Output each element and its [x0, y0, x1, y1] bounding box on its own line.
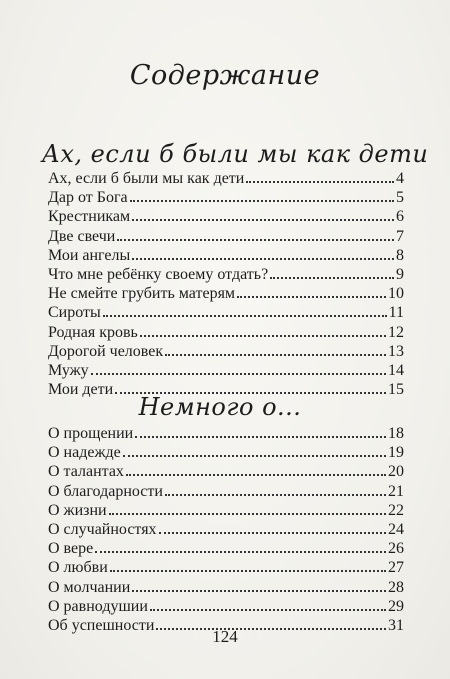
entry-page-number: 22 — [388, 501, 404, 519]
toc-entry[interactable] — [48, 558, 404, 577]
dot-leader — [270, 277, 394, 279]
entry-title: Ах, если б были мы как дети — [48, 170, 245, 187]
dot-leader — [150, 609, 386, 611]
entry-title: Дорогой человек — [48, 342, 164, 360]
dot-leader — [123, 455, 386, 457]
toc-list — [48, 424, 404, 635]
entry-page-number: 6 — [396, 208, 404, 226]
entry-title: О жизни — [48, 501, 107, 519]
dot-leader — [237, 296, 386, 298]
dot-leader — [135, 436, 386, 438]
toc-entry[interactable] — [48, 443, 404, 462]
dot-leader — [103, 315, 387, 317]
toc-entry[interactable] — [48, 265, 404, 284]
entry-page-number: 18 — [388, 425, 404, 442]
toc-entry[interactable] — [48, 578, 404, 597]
toc-entry[interactable] — [48, 169, 404, 188]
entry-title: Не смейте грубить матерям — [48, 285, 236, 303]
entry-title: О прощении — [48, 425, 134, 442]
entry-title: Мои ангелы — [48, 246, 131, 264]
entry-page-number: 5 — [396, 189, 404, 207]
dot-leader — [140, 335, 386, 337]
toc-entry[interactable] — [48, 361, 404, 380]
entry-page-number: 9 — [396, 265, 404, 283]
toc-entry[interactable] — [48, 597, 404, 616]
entry-page-number: 15 — [388, 381, 404, 399]
entry-title: О любви — [48, 559, 108, 577]
entry-title: О случайностях — [48, 520, 157, 538]
entry-page-number: 14 — [388, 361, 404, 379]
dot-leader — [117, 239, 394, 241]
toc-entry[interactable] — [48, 520, 404, 539]
page-number: 124 — [212, 627, 238, 646]
dot-leader — [95, 551, 386, 553]
dot-leader — [159, 532, 386, 534]
entry-title: Мужу — [48, 361, 89, 379]
toc-entry[interactable] — [48, 424, 404, 443]
entry-title: О благодарности — [48, 482, 163, 500]
dot-leader — [132, 219, 394, 221]
entry-title: О равнодушии — [48, 597, 148, 615]
dot-leader — [91, 373, 386, 375]
entry-page-number: 20 — [388, 463, 404, 481]
entry-title: Мои дети — [48, 381, 114, 399]
section-title: Ах, если б были мы как дети — [41, 140, 429, 168]
toc-entry[interactable] — [48, 501, 404, 520]
entry-title: Дар от Бога — [48, 189, 128, 207]
entry-page-number: 13 — [388, 342, 404, 360]
toc-entry[interactable] — [48, 462, 404, 481]
entry-title: Крестникам — [48, 208, 131, 226]
entry-page-number: 26 — [388, 540, 404, 558]
entry-page-number: 31 — [388, 616, 404, 634]
entry-page-number: 7 — [396, 227, 404, 245]
entry-title: О надежде — [48, 444, 121, 462]
toc-entry[interactable] — [48, 246, 404, 265]
entry-page-number: 11 — [388, 304, 404, 322]
toc-entry[interactable] — [48, 207, 404, 226]
toc-entry[interactable] — [48, 303, 404, 322]
entry-title: Об успешности — [48, 616, 155, 634]
entry-page-number: 12 — [388, 323, 404, 341]
entry-page-number: 28 — [388, 578, 404, 596]
dot-leader — [165, 494, 386, 496]
toc-entry[interactable] — [48, 284, 404, 303]
toc-entry[interactable] — [48, 342, 404, 361]
dot-leader — [110, 570, 386, 572]
entry-title: О вере — [48, 540, 94, 558]
entry-title: Сироты — [48, 304, 101, 322]
entry-page-number: 24 — [388, 520, 404, 538]
dot-leader — [109, 513, 386, 515]
dot-leader — [132, 590, 386, 592]
dot-leader — [165, 354, 386, 356]
toc-entry[interactable] — [48, 323, 404, 342]
toc-list — [48, 169, 404, 399]
page-title: Содержание — [129, 60, 321, 91]
entry-page-number: 10 — [388, 285, 404, 303]
entry-title: О талантах — [48, 463, 124, 481]
toc-entry[interactable] — [48, 482, 404, 501]
entry-page-number: 21 — [388, 482, 404, 500]
entry-page-number: 27 — [388, 559, 404, 577]
dot-leader — [130, 200, 394, 202]
dot-leader — [246, 181, 394, 183]
dot-leader — [132, 258, 394, 260]
dot-leader — [126, 474, 386, 476]
section-title: Немного о... — [138, 393, 302, 421]
entry-page-number: 19 — [388, 444, 404, 462]
entry-title: Что мне ребёнку своему отдать? — [48, 265, 269, 283]
toc-entry[interactable] — [48, 188, 404, 207]
toc-entry[interactable] — [48, 539, 404, 558]
entry-title: Две свечи — [48, 227, 116, 245]
toc-entry[interactable] — [48, 227, 404, 246]
entry-title: Родная кровь — [48, 323, 138, 341]
entry-title: О молчании — [48, 578, 131, 596]
entry-page-number: 8 — [396, 246, 404, 264]
entry-page-number: 29 — [388, 597, 404, 615]
entry-page-number: 4 — [396, 170, 404, 187]
